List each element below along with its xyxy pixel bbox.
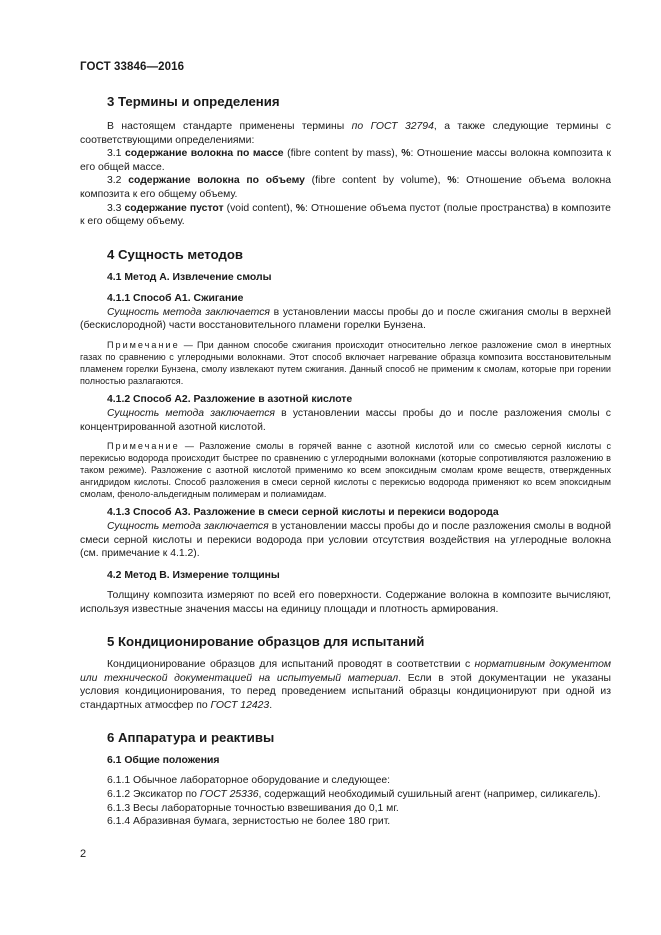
note-4-1-2: Примечание — Разложение смолы в горячей ванне с азотной кислотой или со смесью серной кислоты с перекисью водорода происходит быстрее по сравнению с углеродными волокнами (которые сопротивляются разложению в таком режиме). Разложение с азотной кислотой применимо ко всем эпоксидным смолам кроме веществ, отвержденных ангидридом кислоты. Способ разложения в смеси серной кислоты с перекисью водорода применяют ко всем эпоксидным смолам, феноло-альдегидным полимерам и полиамидам.	[80, 441, 611, 500]
note-4-1-1: Примечание — При данном способе сжигания происходит относительно легкое разложение смол в инертных газах по сравнению с углеродными волокнами. Этот способ включает нагревание образца композита восстановительным пламенем горелки Бунзена, смолу извлекают путем сжигания. Данный способ не применим к смолам, которые при горении полностью разлагаются.	[80, 339, 611, 386]
paragraph-4-2: Толщину композита измеряют по всей его поверхности. Содержание волокна в композите вычисляют, используя известные значения массы на единицу площади и плотность армирования.	[80, 589, 611, 615]
document-body	[80, 90, 611, 829]
section-3-heading: 3 Термины и определения	[107, 94, 280, 109]
paragraph-4-1-3: Сущность метода заключается в установлении массы пробы до и после разложения смолы в водной смеси серной кислоты и перекиси водорода при условии отсутствия воздействия на углеродные волокна (см. примечание к 4.1.2).	[80, 521, 611, 560]
paragraph-5: Кондиционирование образцов для испытаний проводят в соответствии с нормативным документом или технической документацией на испытуемый материал. Если в этой документации не указаны условия кондиционирования, то перед проведением испытаний образцы кондиционируют при одной из стандартных атмосфер по ГОСТ 12423.	[80, 659, 611, 711]
term-3-3: 3.3 содержание пустот (void content), %: Отношение объема пустот (полые пространства) в композите к его общему объему.	[80, 202, 611, 228]
item-6-1-2: 6.1.2 Эксикатор по ГОСТ 25336, содержащий необходимый сушильный агент (например, силикагель).	[107, 789, 601, 801]
term-3-1: 3.1 содержание волокна по массе (fibre content by mass), %: Отношение массы волокна композита к его общей массе.	[80, 148, 611, 173]
subsection-4-1-heading: 4.1 Метод А. Извлечение смолы	[107, 271, 272, 283]
section-5-heading: 5 Кондиционирование образцов для испытаний	[107, 634, 425, 650]
paragraph-4-1-2: Сущность метода заключается в установлении массы пробы до и после разложения смолы с концентрированной азотной кислотой.	[80, 407, 611, 433]
paragraph-4-1-1: Сущность метода заключается в установлении массы пробы до и после сжигания смолы в верхней (бескислородной) части восстановительного пламени горелки Бунзена.	[80, 306, 611, 332]
item-6-1-1: 6.1.1 Обычное лабораторное оборудование и следующее:	[107, 775, 391, 787]
subsection-4-1-1-heading: 4.1.1 Способ А1. Сжигание	[107, 292, 244, 304]
item-6-1-3: 6.1.3 Весы лабораторные точностью взвешивания до 0,1 мг.	[107, 802, 399, 814]
subsection-6-1-heading: 6.1 Общие положения	[107, 755, 220, 767]
subsection-4-2-heading: 4.2 Метод В. Измерение толщины	[107, 569, 280, 581]
item-6-1-4: 6.1.4 Абразивная бумага, зернистостью не более 180 грит.	[107, 816, 391, 828]
page-number: 2	[80, 848, 87, 860]
section-4-heading: 4 Сущность методов	[107, 246, 244, 262]
subsection-4-1-3-heading: 4.1.3 Способ А3. Разложение в смеси серной кислоты и перекиси водорода	[107, 507, 499, 519]
document-header: ГОСТ 33846—2016	[80, 61, 185, 73]
section-6-heading: 6 Аппаратура и реактивы	[107, 730, 275, 746]
section-3-intro: В настоящем стандарте применены термины по ГОСТ 32794, а также следующие термины с соответствующими определениями:	[80, 121, 612, 146]
term-3-2: 3.2 содержание волокна по объему (fibre content by volume), %: Отношение объема волокна композита к его общему объему.	[80, 175, 611, 200]
subsection-4-1-2-heading: 4.1.2 Способ А2. Разложение в азотной кислоте	[107, 393, 353, 405]
